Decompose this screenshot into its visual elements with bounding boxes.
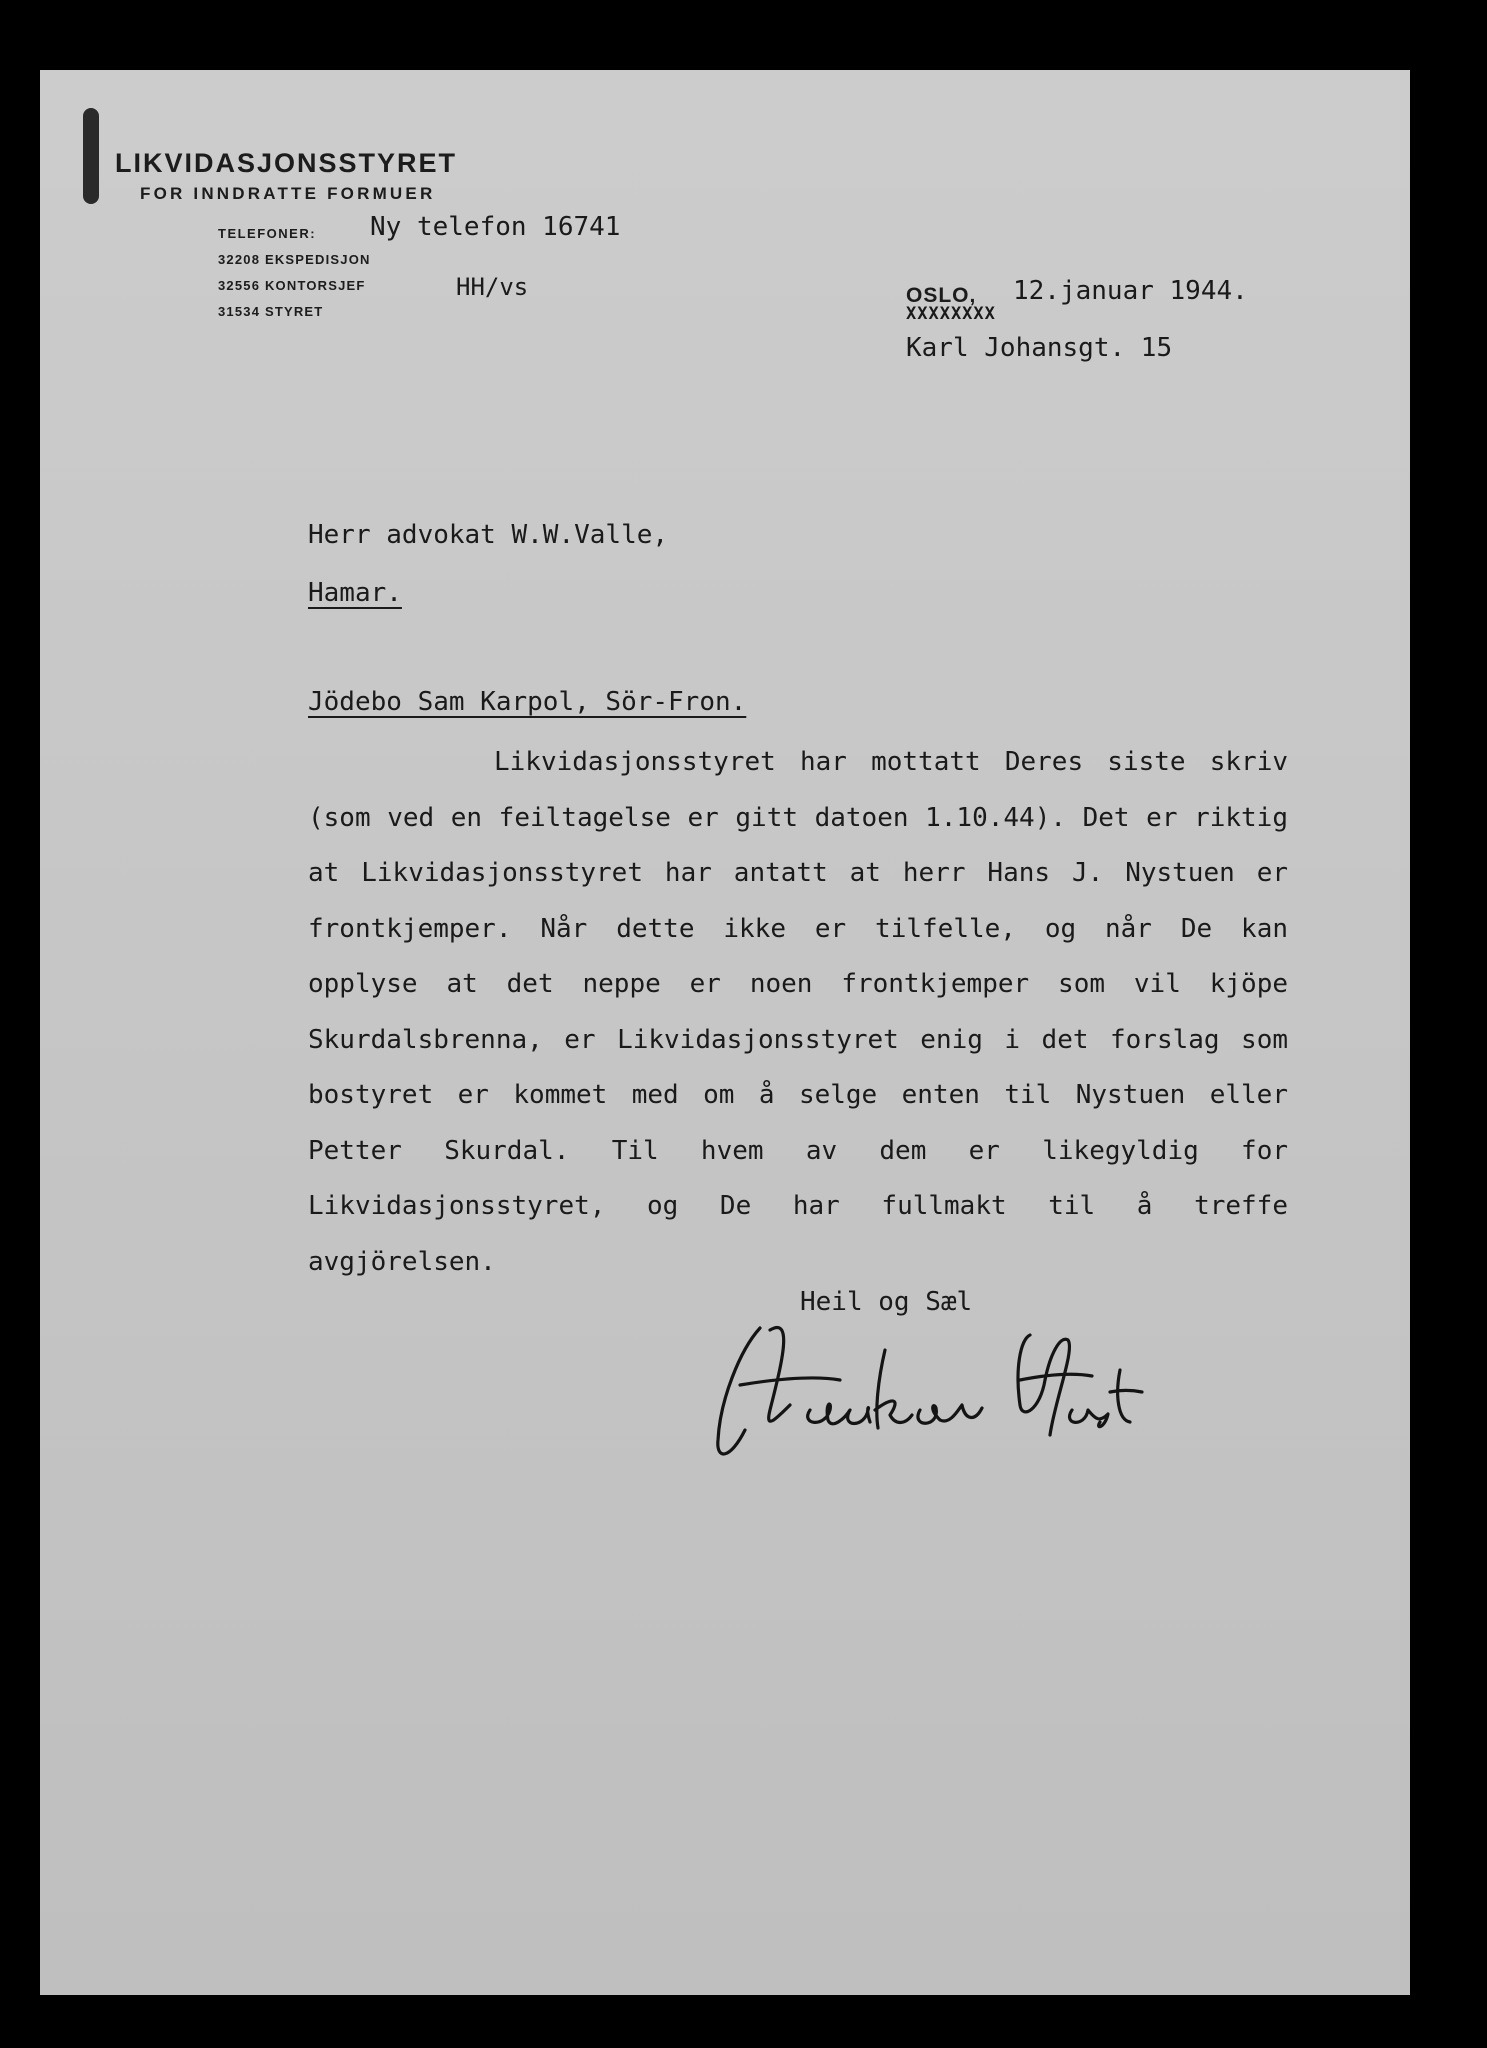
organization-subtitle: FOR INNDRATTE FORMUER [140, 184, 436, 203]
letter-body: Likvidasjonsstyret har mottatt Deres siste skriv (som ved en feiltagelse er gitt datoen 1.10.44). Det er riktig at Likvidasjonsstyret har antatt at herr Hans J. Nystuen er frontkjemper. Når dette ikke er tilfelle, og når De kan opplyse at det neppe er noen frontkjemper som vil kjöpe Skurdalsbrenna, er Likvidasjonsstyret enig i det forslag som bostyret er kommet med om å selge enten til Nystuen eller Petter Skurdal. Til hvem av dem er likegyldig for Likvidasjonsstyret, og De har fullmakt til å treffe avgjörelsen. [308, 747, 1288, 1277]
recipient-name: Herr advokat W.W.Valle, [308, 520, 669, 550]
new-phone-number: Ny telefon 16741 [370, 212, 621, 242]
city-label: OSLO, [906, 284, 977, 307]
telephone-line: 32208 EKSPEDISJON [218, 252, 371, 267]
letter-date: 12.januar 1944. [1013, 276, 1248, 306]
signature [700, 1310, 1160, 1470]
telephone-line: 31534 STYRET [218, 304, 324, 319]
sender-address: Karl Johansgt. 15 [906, 333, 1173, 363]
closing-greeting: Heil og Sæl [800, 1287, 973, 1317]
reference-initials: HH/vs [456, 273, 529, 301]
letterhead-mark [83, 108, 99, 204]
recipient-city: Hamar. [308, 578, 402, 608]
telephone-line: 32556 KONTORSJEF [218, 278, 366, 293]
subject-line: Jödebo Sam Karpol, Sör-Fron. [308, 687, 747, 717]
organization-name: LIKVIDASJONSSTYRET [115, 148, 458, 178]
struck-out-text: XXXXXXXX [906, 304, 996, 324]
telephone-label: TELEFONER: [218, 226, 317, 241]
